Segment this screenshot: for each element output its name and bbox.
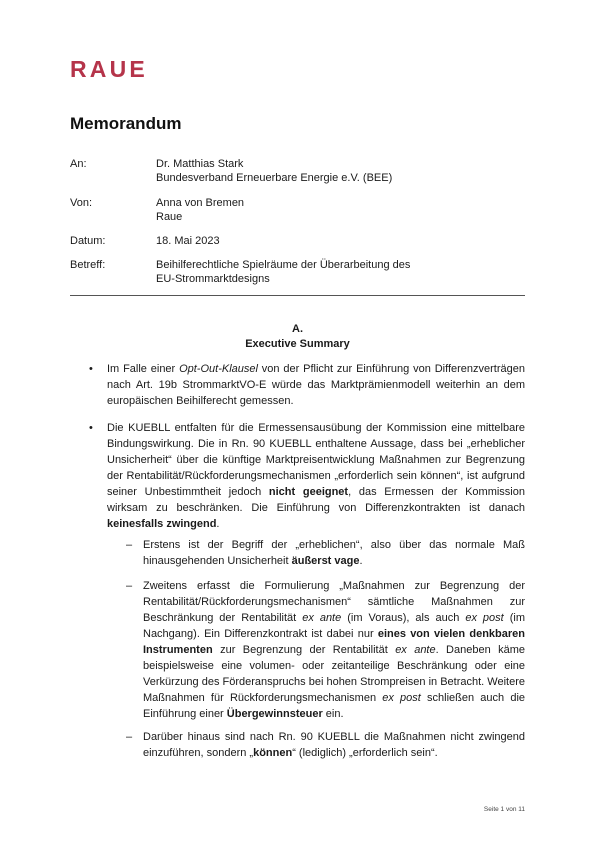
page-title: Memorandum — [70, 114, 182, 133]
meta-an-label: An: — [70, 158, 87, 170]
meta-betreff-label: Betreff: — [70, 259, 106, 271]
section-letter: A. — [292, 323, 303, 335]
bullet-marker: • — [89, 363, 93, 375]
dash-marker: – — [126, 539, 133, 551]
section-title: Executive Summary — [245, 338, 350, 350]
meta-datum-label: Datum: — [70, 235, 106, 247]
bullet-paragraph-2: Die KUEBLL entfalten für die Ermessensausübung der Kommission eine mittelbare Bindungswirkung. Die in Rn. 90 KUEBLL enthaltene Aussage, dass bei „erheblicher Unsicherheit“ über die künftige Marktpreisentwicklung Maßnahmen zur Begrenzung der Rentabilität/Rückforderungsmechanismen „erforderlich sein können“, ist aufgrund seiner Unbestimmtheit jedoch nicht geeignet, das Ermessen der Kommission wirksam zu beschränken. Die Einführung von Differenzkontrakten ist danach keinesfalls zwingend. — [107, 422, 525, 530]
bullet-paragraph-1: Im Falle einer Opt-Out-Klausel von der Pflicht zur Einführung von Differenzverträgen nach Art. 19b StrommarktVO-E würde das Marktprämienmodell weiterhin an dem europäischen Beihilferecht gemessen. — [107, 363, 525, 407]
raue-logo: RAUE — [70, 56, 148, 82]
dash-marker: – — [126, 731, 133, 743]
meta-von-label: Von: — [70, 197, 93, 209]
page-number: Seite 1 von 11 — [483, 806, 525, 813]
meta-betreff-value: Beihilferechtliche Spielräume der Überarbeitung des EU-Strommarktdesigns — [156, 259, 411, 285]
header-divider — [70, 295, 525, 296]
meta-von-value: Anna von Bremen Raue — [156, 197, 245, 223]
meta-datum-value: 18. Mai 2023 — [156, 235, 220, 247]
meta-an-value: Dr. Matthias Stark Bundesverband Erneuerbare Energie e.V. (BEE) — [156, 158, 393, 184]
dash-marker: – — [126, 580, 133, 592]
bullet-marker: • — [89, 422, 93, 434]
dash-paragraph-3: Darüber hinaus sind nach Rn. 90 KUEBLL die Maßnahmen nicht zwingend einzuführen, sondern „können“ (lediglich) „erforderlich sein“. — [143, 731, 525, 759]
dash-paragraph-2: Zweitens erfasst die Formulierung „Maßnahmen zur Begrenzung der Rentabilität/Rückforderungsmechanismen“ sämtliche Maßnahmen zur Beschränkung der Rentabilität ex ante (im Voraus), als auch ex post (im Nachgang). Ein Differenzkontrakt ist dabei nur eines von vielen denkbaren Instrumenten zur Begrenzung der Rentabilität ex ante. Daneben käme beispielsweise eine volumen- oder zeitanteilige Beschränkung oder eine Verkürzung des Förderanspruchs bei hohen Strompreisen in Betracht. Weitere Maßnahmen für Rückforderungsmechanismen ex post schließen auch die Einführung einer Übergewinnsteuer ein. — [143, 580, 526, 720]
dash-paragraph-1: Erstens ist der Begriff der „erheblichen“, also über das normale Maß hinausgehenden Unsicherheit äußerst vage. — [143, 539, 525, 567]
